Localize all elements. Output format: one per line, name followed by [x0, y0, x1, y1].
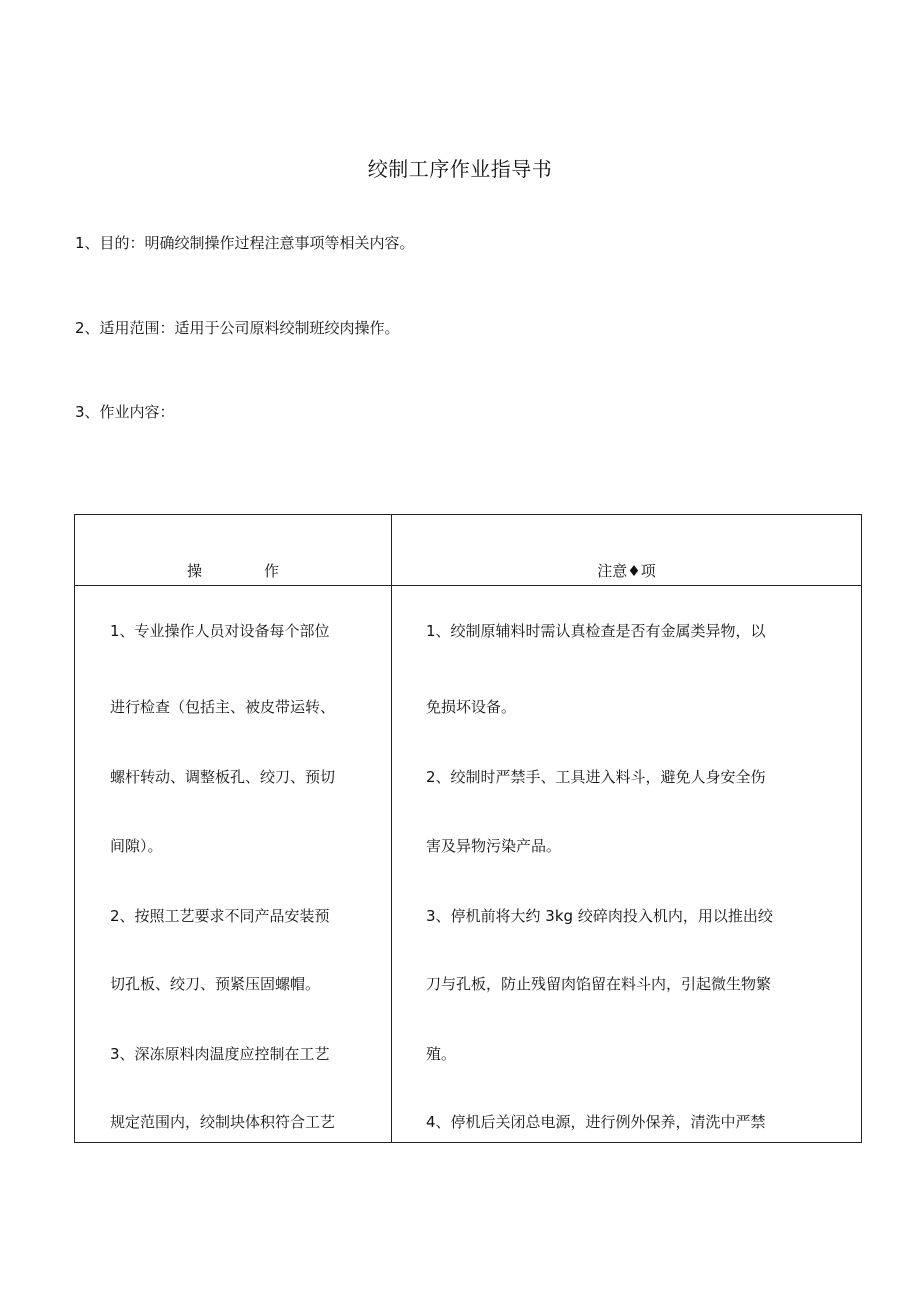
notes-line: 4、停机后关闭总电源，进行例外保养，清洗中严禁	[426, 1113, 766, 1131]
notes-line: 1、绞制原辅料时需认真检查是否有金属类异物，以	[426, 622, 766, 640]
operation-cell	[75, 586, 392, 1143]
notes-line: 害及异物污染产品。	[426, 837, 562, 855]
operation-line: 3、深冻原料肉温度应控制在工艺	[110, 1045, 330, 1063]
table-header-row	[75, 515, 862, 586]
notes-cell	[392, 586, 862, 1143]
operation-line: 2、按照工艺要求不同产品安装预	[110, 907, 330, 925]
header-notes-label: 注意♦项	[597, 562, 656, 580]
work-instruction-table	[74, 514, 862, 1143]
section-scope: 2、适用范围：适用于公司原料绞制班绞肉操作。	[75, 319, 400, 337]
header-operation	[75, 515, 392, 586]
notes-line: 2、绞制时严禁手、工具进入料斗，避免人身安全伤	[426, 768, 766, 786]
section-content-heading: 3、作业内容：	[75, 403, 175, 421]
operation-line: 螺杆转动、调整板孔、绞刀、预切	[110, 768, 336, 786]
notes-line: 免损坏设备。	[426, 698, 517, 716]
notes-line: 殖。	[426, 1045, 457, 1063]
document-title: 绞制工序作业指导书	[367, 157, 553, 181]
operation-line: 切孔板、绞刀、预紧压固螺帽。	[110, 975, 321, 993]
header-operation-char-2: 作	[264, 562, 280, 580]
notes-line: 刀与孔板，防止残留肉馅留在料斗内，引起微生物繁	[426, 975, 772, 993]
notes-line: 3、停机前将大约 3kg 绞碎肉投入机内，用以推出绞	[426, 907, 773, 925]
table-row	[75, 586, 862, 1143]
operation-line: 1、专业操作人员对设备每个部位	[110, 622, 330, 640]
operation-line: 间隙）。	[110, 837, 163, 855]
operation-line: 进行检查（包括主、被皮带运转、	[110, 698, 336, 716]
operation-line: 规定范围内，绞制块体积符合工艺	[110, 1113, 336, 1131]
section-purpose: 1、目的：明确绞制操作过程注意事项等相关内容。	[75, 234, 415, 252]
header-notes	[392, 515, 862, 586]
header-operation-char-1: 操	[186, 562, 202, 580]
